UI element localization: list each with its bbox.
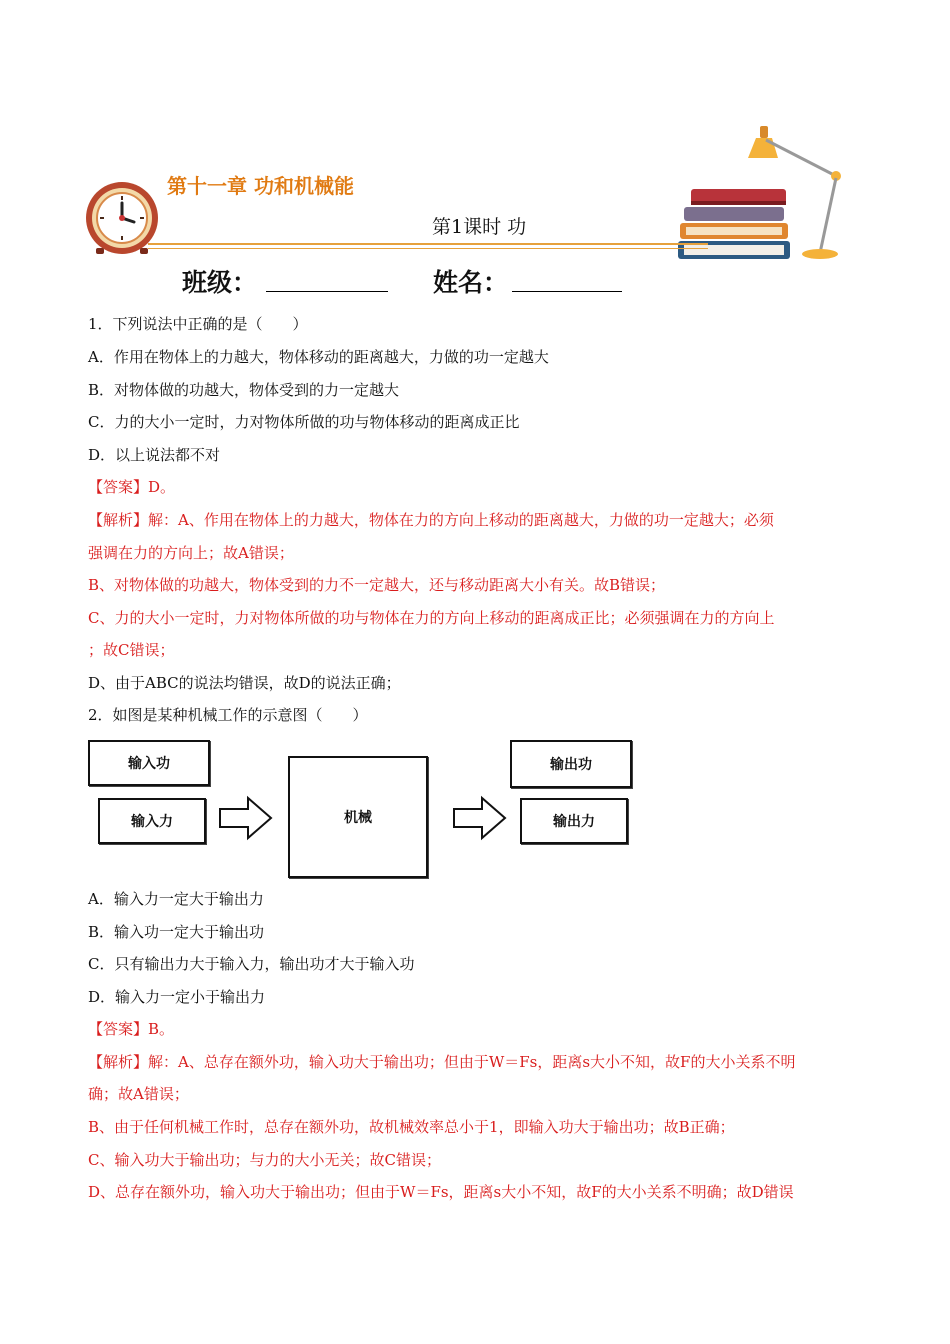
- output-work-box: 输出功: [510, 740, 632, 788]
- q1-option-d: D．以上说法都不对: [88, 446, 221, 464]
- q2-option-b: B．输入功一定大于输出功: [88, 923, 265, 941]
- q1-option-b: B．对物体做的功越大，物体受到的力一定越大: [88, 381, 400, 399]
- q1-option-a: A．作用在物体上的力越大，物体移动的距离越大，力做的功一定越大: [88, 348, 549, 366]
- output-force-box: 输出力: [520, 798, 628, 844]
- header-rule: [148, 243, 708, 245]
- arrow-right-icon: [218, 795, 274, 841]
- q2-option-a: A．输入力一定大于输出力: [88, 890, 264, 908]
- name-label: 姓名：: [433, 268, 509, 297]
- lesson-title: 第1课时 功: [432, 216, 527, 238]
- arrow-right-icon: [452, 795, 508, 841]
- q2-analysis-line: D、总存在额外功，输入功大于输出功；但由于W＝Fs，距离s大小不知，故F的大小关系不明确；故D错误: [88, 1183, 794, 1201]
- q2-option-d: D．输入力一定小于输出力: [88, 988, 266, 1006]
- input-force-box: 输入力: [98, 798, 206, 844]
- q1-option-c: C．力的大小一定时，力对物体所做的功与物体移动的距离成正比: [88, 413, 520, 431]
- q2-option-c: C．只有输出力大于输入力，输出功才大于输入功: [88, 955, 415, 973]
- q2-answer: 【答案】B。: [88, 1020, 175, 1038]
- q2-stem: 2．如图是某种机械工作的示意图（ ）: [88, 706, 368, 724]
- name-blank[interactable]: [512, 291, 622, 292]
- q1-analysis-line: 强调在力的方向上；故A错误；: [88, 544, 294, 562]
- class-label: 班级：: [182, 268, 258, 297]
- q1-analysis-line: C、力的大小一定时，力对物体所做的功与物体在力的方向上移动的距离成正比；必须强调在力的方向上: [88, 609, 775, 627]
- chapter-title: 第十一章 功和机械能: [167, 174, 354, 198]
- q2-analysis-line: C、输入功大于输出功；与力的大小无关；故C错误；: [88, 1151, 441, 1169]
- q1-analysis-line: B、对物体做的功越大，物体受到的力不一定越大，还与移动距离大小有关。故B错误；: [88, 576, 666, 594]
- header-rule-thin: [148, 248, 708, 249]
- book-stack-icon: [676, 183, 796, 265]
- q1-analysis-line: D、由于ABC的说法均错误，故D的说法正确；: [88, 674, 401, 692]
- q1-stem: 1．下列说法中正确的是（ ）: [88, 315, 308, 333]
- machine-box: 机械: [288, 756, 428, 878]
- q1-answer: 【答案】D。: [88, 478, 176, 496]
- q1-analysis-line: 【解析】解：A、作用在物体上的力越大，物体在力的方向上移动的距离越大，力做的功一定越大；必须: [88, 511, 774, 529]
- q2-analysis-line: 【解析】解：A、总存在额外功，输入功大于输出功；但由于W＝Fs，距离s大小不知，故F的大小关系不明: [88, 1053, 796, 1071]
- q2-analysis-line: B、由于任何机械工作时，总存在额外功，故机械效率总小于1，即输入功大于输出功；故B正确；: [88, 1118, 735, 1136]
- q2-analysis-line: 确；故A错误；: [88, 1085, 189, 1103]
- class-blank[interactable]: [266, 291, 388, 292]
- q1-analysis-line: ；故C错误；: [88, 641, 175, 659]
- input-work-box: 输入功: [88, 740, 210, 786]
